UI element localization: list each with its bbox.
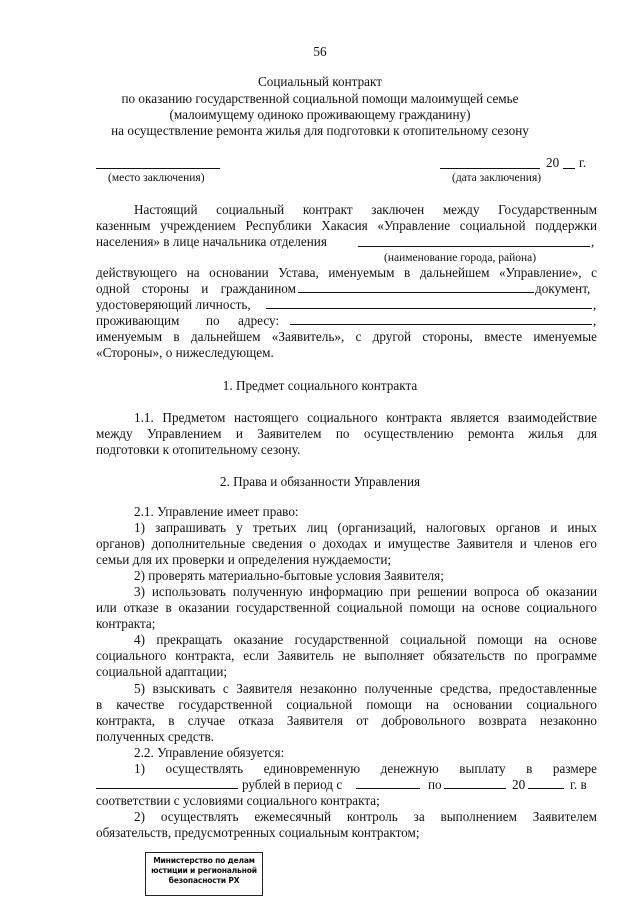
right-1-line-1: 1) запрашивать у третьих лиц (организаций, налоговых органов и иных [134, 520, 597, 535]
right-4-line-2: социального контракта, если Заявитель не выполняет обязательств по программе [96, 648, 597, 663]
year-suffix: г. [579, 155, 587, 170]
right-5-line-3: контракта, в случае отказа Заявителя от добровольного возврата незаконно [96, 713, 597, 728]
section-1-heading: 1. Предмет социального контракта [222, 378, 418, 393]
title-line-2: по оказанию государственной социальной помощи малоимущей семье [121, 91, 519, 106]
right-3-line-2: или отказе в оказании государственной социальной помощи на основе социального [96, 600, 597, 615]
intro-line-6: удостоверяющий личность, [96, 297, 251, 312]
title-line-3: (малоимущему одиноко проживающему гражданину) [169, 107, 471, 122]
intro-line-7a: проживающим [96, 313, 180, 328]
place-caption: (место заключения) [108, 172, 205, 184]
obligation-2-line-1: 2) осуществлять ежемесячный контроль за выполнением Заявителем [134, 809, 597, 824]
right-5-line-4: полученных средств. [96, 729, 214, 744]
right-1-line-2: органов) дополнительные сведения о доходах и имуществе Заявителя и членов его [96, 536, 597, 551]
title-line-1: Социальный контракт [257, 74, 383, 89]
year-blank [563, 168, 575, 169]
id-document-blank [266, 308, 592, 309]
ministry-stamp [145, 852, 263, 896]
obligation-2-line-2: обязательств, предусмотренных социальным контрактом; [96, 825, 420, 840]
intro-line-1: Настоящий социальный контракт заключен между Государственным [134, 202, 597, 217]
obligation-1-line-1: 1) осуществлять единовременную денежную выплату в размере [134, 761, 597, 776]
right-5-line-2: в качестве государственной социальной помощи на основании социального [96, 697, 597, 712]
intro-line-4: действующего на основании Устава, именуемым в дальнейшем «Управление», с [96, 265, 597, 280]
citizen-name-blank [298, 292, 534, 293]
intro-line-7c: адресу: [238, 313, 280, 328]
period-from-blank [356, 788, 420, 789]
right-4-line-1: 4) прекращать оказание государственной социальной помощи на основе [134, 632, 597, 647]
date-caption: (дата заключения) [452, 172, 542, 184]
section-2-heading: 2. Права и обязанности Управления [219, 474, 421, 489]
intro-line-9: «Стороны», о нижеследующем. [96, 345, 274, 360]
intro-line-5b: документ, [535, 281, 591, 296]
intro-line-3: населения» в лице начальника отделения [96, 234, 327, 249]
right-4-line-3: социальной адаптации; [96, 664, 228, 679]
right-3-line-1: 3) использовать полученную информацию при решении вопроса об оказании [134, 584, 597, 599]
department-blank [358, 246, 590, 247]
obligation-1-g: г. в [570, 777, 587, 792]
obligation-1-line-3: соответствии с условиями социального контракта; [96, 793, 380, 808]
amount-blank [96, 788, 238, 789]
obligation-1-rub: рублей в период с [242, 777, 343, 792]
page-number: 56 [313, 44, 327, 59]
section-2-2: 2.2. Управление обязуется: [134, 745, 285, 760]
intro-line-6-comma: , [593, 297, 597, 312]
stamp-line-3: безопасности РХ [168, 876, 240, 885]
section-2-1: 2.1. Управление имеет право: [134, 504, 299, 519]
title-line-4: на осуществление ремонта жилья для подготовки к отопительному сезону [111, 123, 529, 138]
obligation-1-po: по [428, 777, 442, 792]
period-year-blank [528, 788, 564, 789]
place-blank [96, 168, 220, 169]
period-to-blank [444, 788, 506, 789]
right-3-line-3: контракта; [96, 616, 156, 631]
right-1-line-3: семьи для их проверки и определения нуждаемости; [96, 552, 392, 567]
section-1-line-3: подготовки к отопительному сезону. [96, 442, 301, 457]
section-1-line-2: между Управлением и Заявителем по осуществлению ремонта жилья для [96, 426, 597, 441]
obligation-1-year-prefix: 20 [512, 777, 526, 792]
intro-line-5a: одной стороны и гражданином [96, 281, 296, 296]
intro-line-7b: по [206, 313, 220, 328]
intro-line-8: именуемым в дальнейшем «Заявитель», с другой стороны, вместе именуемые [96, 329, 597, 344]
stamp-line-1: Министерство по делам [153, 856, 255, 865]
right-5-line-1: 5) взыскивать с Заявителя незаконно полученные средства, предоставленные [134, 681, 597, 696]
address-blank [290, 324, 592, 325]
department-caption: (наименование города, района) [384, 252, 537, 264]
section-1-line-1: 1.1. Предметом настоящего социального контракта является взаимодействие [134, 410, 597, 425]
date-blank [440, 168, 540, 169]
right-2: 2) проверять материально-бытовые условия Заявителя; [134, 568, 444, 583]
stamp-line-2: юстиции и региональной [151, 866, 257, 875]
intro-line-3-comma: , [591, 234, 595, 249]
intro-line-2: казенным учреждением Республики Хакасия «Управление социальной поддержки [96, 218, 597, 233]
year-prefix: 20 [546, 155, 560, 170]
intro-line-7-comma: , [593, 313, 597, 328]
